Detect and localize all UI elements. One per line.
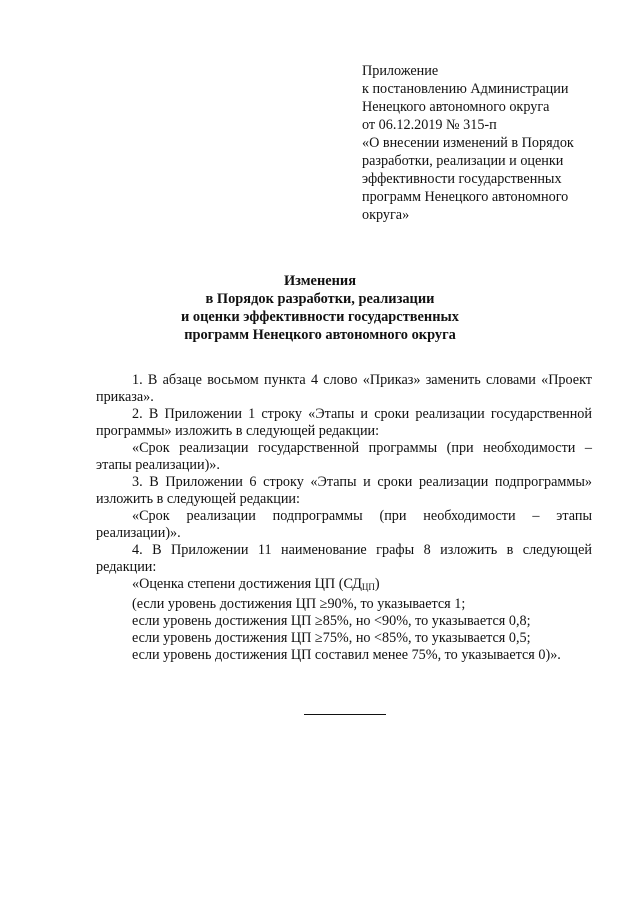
appendix-line: округа» [362, 207, 410, 223]
appendix-line: Ненецкого автономного округа [362, 99, 550, 115]
item-3-quote: «Срок реализации подпрограммы (при необходимости – этапы реализации)». [96, 508, 592, 541]
item-2: 2. В Приложении 1 строку «Этапы и сроки реализации государственной программы» изложить в следующей редакции: [96, 406, 592, 439]
appendix-block [362, 62, 632, 224]
appendix-line: Приложение [362, 63, 439, 79]
closing-divider [304, 714, 386, 715]
document-title [0, 272, 640, 344]
item-4-quote-line [96, 576, 592, 596]
appendix-line: программ Ненецкого автономного [362, 189, 569, 205]
title-line: программ Ненецкого автономного округа [184, 327, 456, 343]
appendix-line: эффективности государственных [362, 171, 562, 187]
document-body [96, 372, 592, 664]
item-4: 4. В Приложении 11 наименование графы 8 изложить в следующей редакции: [96, 542, 592, 575]
title-line: и оценки эффективности государственных [181, 309, 459, 325]
item-4-quote-line: если уровень достижения ЦП составил менее 75%, то указывается 0)». [132, 647, 561, 663]
item-4-quote-line: если уровень достижения ЦП ≥75%, но <85%, то указывается 0,5; [132, 630, 531, 646]
appendix-line: от 06.12.2019 № 315-п [362, 117, 497, 133]
item-4-quote-line: (если уровень достижения ЦП ≥90%, то указывается 1; [132, 596, 466, 612]
subscript: ЦП [361, 582, 375, 592]
quote-text: ) [374, 576, 380, 592]
item-1: 1. В абзаце восьмом пункта 4 слово «Приказ» заменить словами «Проект приказа». [96, 372, 592, 405]
item-2-quote: «Срок реализации государственной программы (при необходимости – этапы реализации)». [96, 440, 592, 473]
appendix-line: «О внесении изменений в Порядок [362, 135, 574, 151]
appendix-line: разработки, реализации и оценки [362, 153, 564, 169]
title-line: в Порядок разработки, реализации [205, 291, 435, 307]
item-3: 3. В Приложении 6 строку «Этапы и сроки реализации подпрограммы» изложить в следующей редакции: [96, 474, 592, 507]
title-line: Изменения [283, 273, 356, 289]
appendix-line: к постановлению Администрации [362, 81, 569, 97]
item-4-quote-line: если уровень достижения ЦП ≥85%, но <90%, то указывается 0,8; [132, 613, 531, 629]
quote-text: «Оценка степени достижения ЦП (СД [132, 576, 362, 592]
